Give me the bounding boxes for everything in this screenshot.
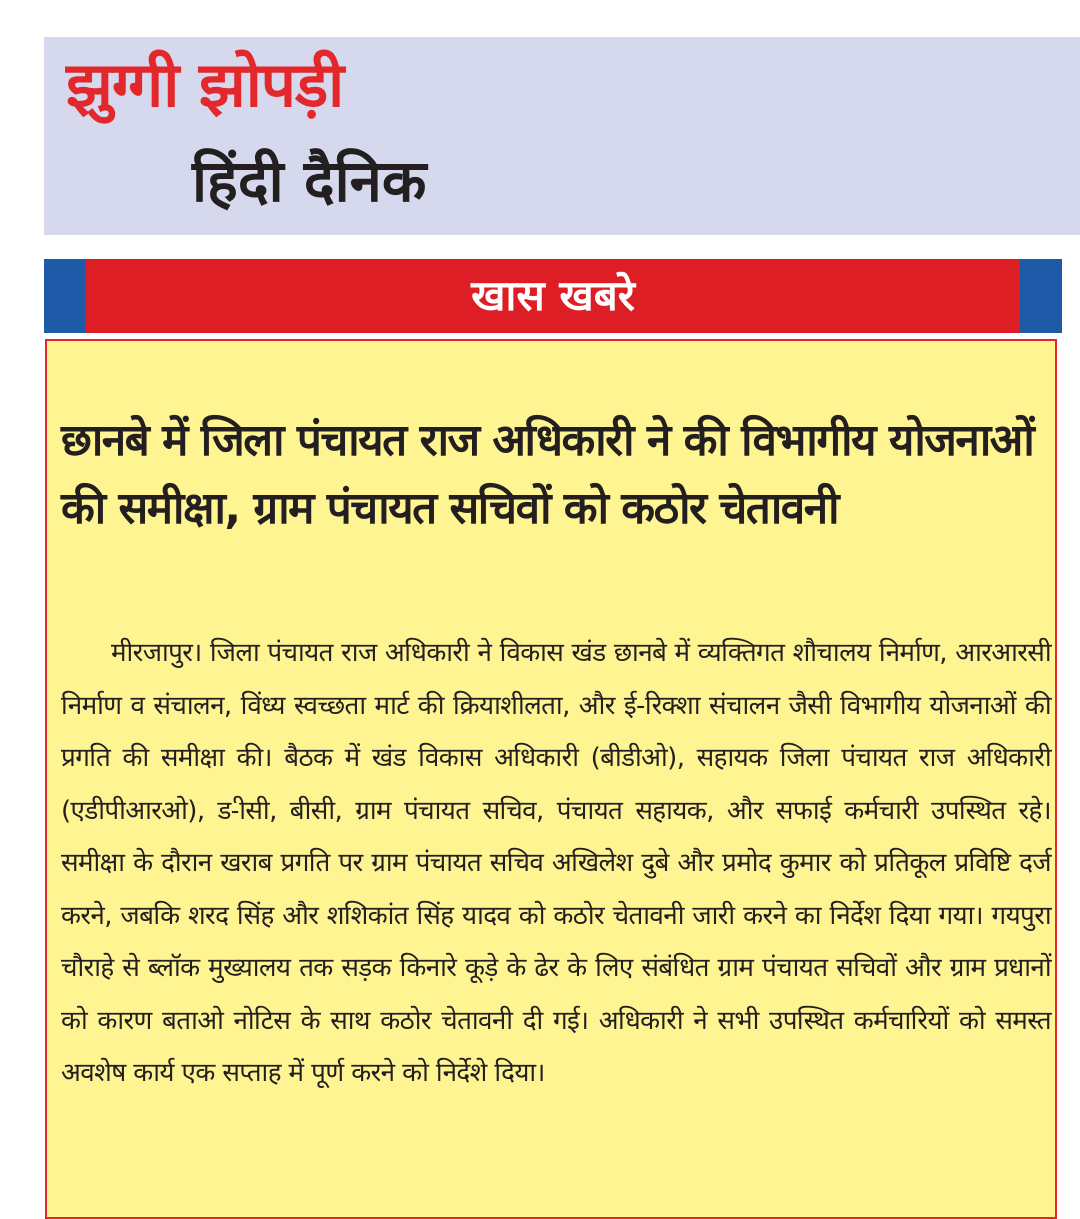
section-title: खास खबरे	[471, 271, 635, 320]
news-article	[45, 339, 1057, 1219]
newspaper-subtitle: हिंदी दैनिक	[192, 147, 427, 215]
masthead	[44, 37, 1080, 235]
section-banner	[44, 259, 1062, 333]
article-body: मीरजापुर। जिला पंचायत राज अधिकारी ने विकास खंड छानबे में व्यक्तिगत शौचालय निर्माण, आरआरसी निर्माण व संचालन, विंध्य स्वच्छता मार्ट की क्रियाशीलता, और ई-रिक्शा संचालन जैसी विभागीय योजनाओं की प्रगति की समीक्षा की। बैठक में खंड विकास अधिकारी (बीडीओ), सहायक जिला पंचायत राज अधिकारी (एडीपीआरओ), ड-ीसी, बीसी, ग्राम पंचायत सचिव, पंचायत सहायक, और सफाई कर्मचारी उपस्थित रहे। समीक्षा के दौरान खराब प्रगति पर ग्राम पंचायत सचिव अखिलेश दुबे और प्रमोद कुमार को प्रतिकूल प्रविष्टि दर्ज करने, जबकि शरद सिंह और शशिकांत सिंह यादव को कठोर चेतावनी जारी करने का निर्देश दिया गया। गयपुरा चौराहे से ब्लॉक मुख्यालय तक सड़क किनारे कूड़े के ढेर के लिए संबंधित ग्राम पंचायत सचिवों और ग्राम प्रधानों को कारण बताओ नोटिस के साथ कठोर चेतावनी दी गई। अधिकारी ने सभी उपस्थित कर्मचारियों को समस्त अवशेष कार्य एक सप्ताह में पूर्ण करने को निर्देशे दिया।	[61, 638, 1051, 1088]
newspaper-title: झुग्गी झोपड़ी	[66, 48, 344, 121]
article-headline: छानबे में जिला पंचायत राज अधिकारी ने की विभागीय योजनाओं की समीक्षा, ग्राम पंचायत सचिवों को कठोर चेतावनी	[61, 415, 1034, 534]
